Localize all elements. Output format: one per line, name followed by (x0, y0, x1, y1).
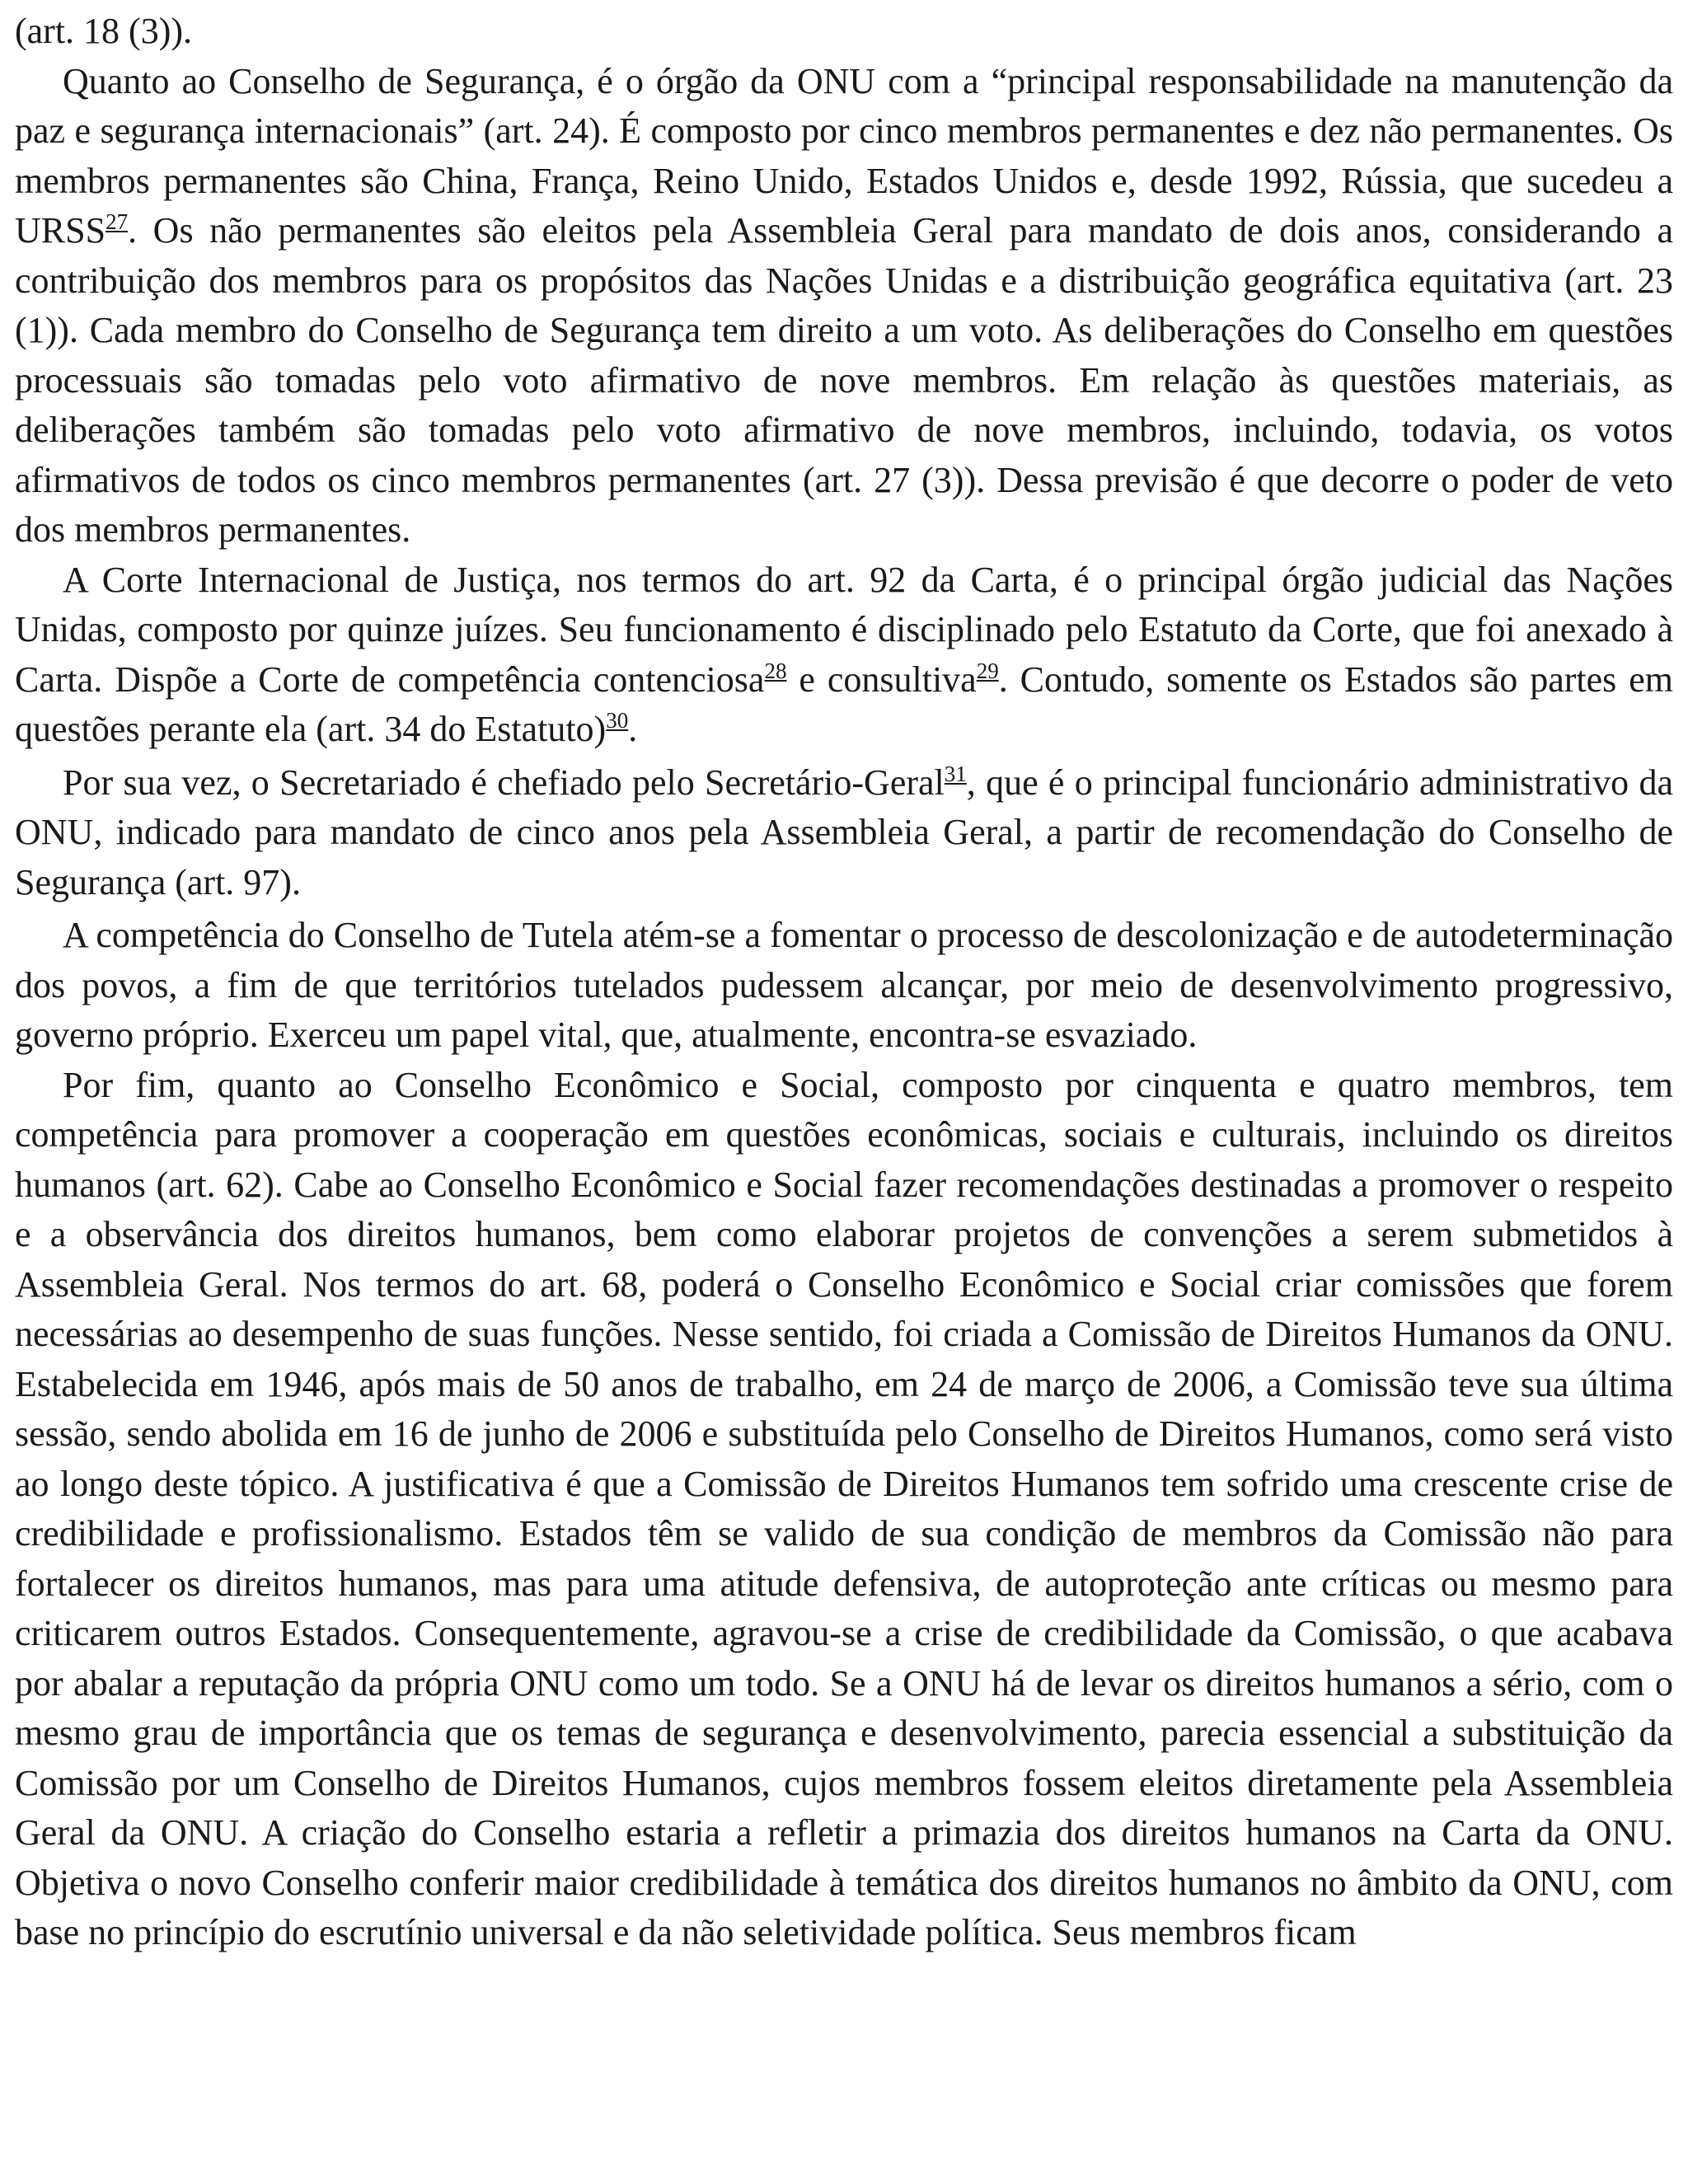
footnote-link-29[interactable]: 29 (976, 658, 999, 683)
paragraph-text: A Corte Internacional de Justiça, nos termos do art. 92 da Carta, é o principal órgão judicial das Nações Unidas, composto por quinze juízes. Seu funcionamento é disciplinado pelo Estatuto da Corte, que foi anexado à Carta. Dispõe a Corte de competência contenciosa (15, 559, 1673, 700)
paragraph-trusteeship-council (15, 911, 1673, 1061)
paragraph-text: Por fim, quanto ao Conselho Econômico e Social, composto por cinquenta e quatro membros, tem competência para promover a cooperação em questões econômicas, sociais e culturais, incluindo os direitos humanos (art. 62). Cabe ao Conselho Econômico e Social fazer recomendações destinadas a promover o respeito e a observância dos direitos humanos, bem como elaborar projetos de convenções a serem submetidos à Assembleia Geral. Nos termos do art. 68, poderá o Conselho Econômico e Social criar comissões que forem necessárias ao desempenho de suas funções. Nesse sentido, foi criada a Comissão de Direitos Humanos da ONU. Estabelecida em 1946, após mais de 50 anos de trabalho, em 24 de março de 2006, a Comissão teve sua última sessão, sendo abolida em 16 de junho de 2006 e substituída pelo Conselho de Direitos Humanos, como será visto ao longo deste tópico. A justificativa é que a Comissão de Direitos Humanos tem sofrido uma crescente crise de credibilidade e profissionalismo. Estados têm se valido de sua condição de membros da Comissão não para fortalecer os direitos humanos, mas para uma atitude defensiva, de autoproteção ante críticas ou mesmo para criticarem outros Estados. Consequentemente, agravou-se a crise de credibilidade da Comissão, o que acabava por abalar a reputação da própria ONU como um todo. Se a ONU há de levar os direitos humanos a sério, com o mesmo grau de importância que os temas de segurança e desenvolvimento, parecia essencial a substituição da Comissão por um Conselho de Direitos Humanos, cujos membros fossem eleitos diretamente pela Assembleia Geral da ONU. A criação do Conselho estaria a refletir a primazia dos direitos humanos na Carta da ONU. Objetiva o novo Conselho conferir maior credibilidade à temática dos direitos humanos no âmbito da ONU, com base no princípio do escrutínio universal e da não seletividade política. Seus membros ficam (15, 1064, 1673, 1952)
footnote-link-31[interactable]: 31 (944, 761, 967, 786)
paragraph-international-court (15, 555, 1673, 755)
paragraph-economic-social-council (15, 1061, 1673, 1958)
paragraph-text: (art. 18 (3)). (15, 11, 193, 51)
footnote-ref-28 (764, 658, 786, 683)
paragraph-text: Quanto ao Conselho de Segurança, é o órgão da ONU com a “principal responsabilidade na manutenção da paz e segurança internacionais” (art. 24). É composto por cinco membros permanentes e dez não permanentes. Os membros permanentes são China, França, Reino Unido, Estados Unidos e, desde 1992, Rússia, que sucedeu a URSS (15, 60, 1673, 251)
paragraph-text: . (628, 709, 638, 749)
paragraph-text: e consultiva (786, 658, 977, 700)
footnote-link-27[interactable]: 27 (106, 209, 129, 234)
paragraph-text: , que é o principal funcionário administrativo da ONU, indicado para mandato de cinco anos pela Assembleia Geral, a partir de recomendação do Conselho de Segurança (art. 97). (15, 762, 1673, 902)
footnote-link-28[interactable]: 28 (764, 658, 787, 683)
footnote-ref-30 (606, 708, 628, 733)
footnote-link-30[interactable]: 30 (606, 708, 629, 733)
paragraph-security-council (15, 57, 1673, 555)
paragraph-text: . Os não permanentes são eleitos pela Assembleia Geral para mandato de dois anos, considerando a contribuição dos membros para os propósitos das Nações Unidas e a distribuição geográfica equitativa (art. 23 (1)). Cada membro do Conselho de Segurança tem direito a um voto. As deliberações do Conselho em questões processuais são tomadas pelo voto afirmativo de nove membros. Em relação às questões materiais, as deliberações também são tomadas pelo voto afirmativo de nove membros, incluindo, todavia, os votos afirmativos de todos os cinco membros permanentes (art. 27 (3)). Dessa previsão é que decorre o poder de veto dos membros permanentes. (15, 210, 1673, 550)
footnote-ref-29 (977, 658, 999, 683)
paragraph-text: Por sua vez, o Secretariado é chefiado pelo Secretário-Geral (63, 762, 945, 803)
footnote-ref-27 (106, 209, 128, 234)
document-page (15, 7, 1673, 1958)
footnote-ref-31 (945, 762, 967, 786)
paragraph-continuation (15, 7, 1673, 57)
paragraph-text: . Contudo, somente os Estados são partes em questões perante ela (art. 34 do Estatuto) (15, 658, 1674, 749)
paragraph-text: A competência do Conselho de Tutela atém-se a fomentar o processo de descolonização e de autodeterminação dos povos, a fim de que territórios tutelados pudessem alcançar, por meio de desenvolvimento progressivo, governo próprio. Exerceu um papel vital, que, atualmente, encontra-se esvaziado. (15, 915, 1673, 1055)
paragraph-secretariat (15, 758, 1673, 908)
